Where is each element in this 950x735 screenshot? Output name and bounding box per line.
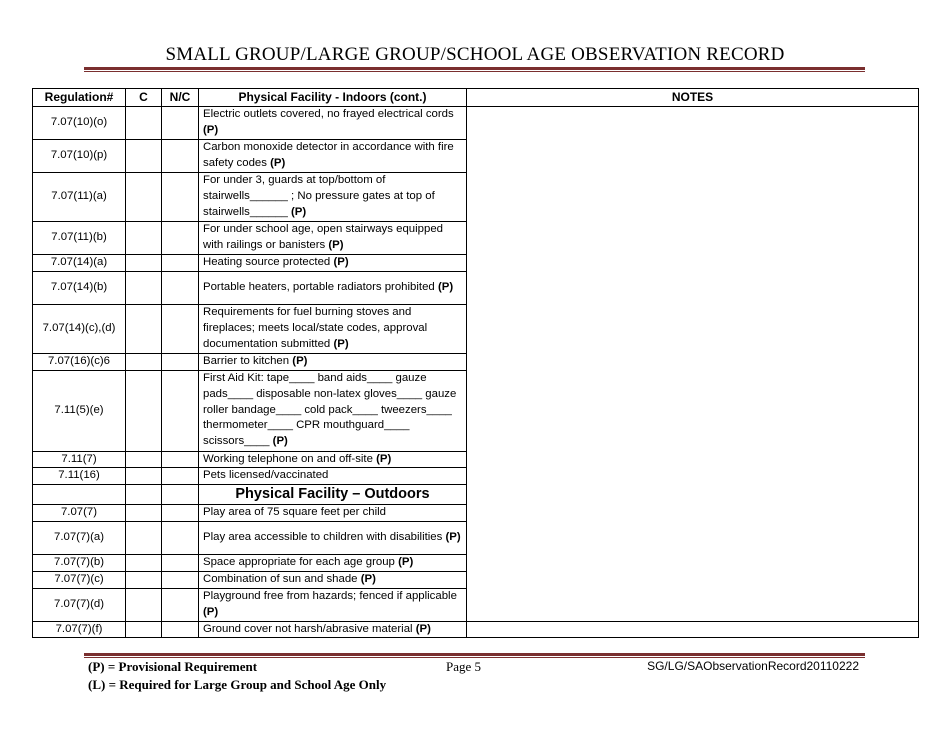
- regulation-cell: 7.07(11)(a): [33, 173, 126, 222]
- c-cell-empty: [126, 485, 162, 505]
- requirement-text: Play area accessible to children with disabilities: [203, 531, 443, 544]
- c-checkbox-cell[interactable]: [126, 255, 162, 272]
- c-checkbox-cell[interactable]: [126, 107, 162, 140]
- nc-checkbox-cell[interactable]: [162, 255, 199, 272]
- regulation-cell: 7.07(14)(b): [33, 271, 126, 304]
- provisional-tag: (P): [445, 531, 461, 544]
- c-checkbox-cell[interactable]: [126, 521, 162, 554]
- col-facility-header: Physical Facility - Indoors (cont.): [199, 89, 467, 107]
- footer-rule: [84, 653, 865, 656]
- provisional-tag: (P): [291, 205, 307, 218]
- requirement-cell: [199, 271, 467, 304]
- nc-checkbox-cell[interactable]: [162, 451, 199, 468]
- regulation-cell: 7.07(7)(f): [33, 621, 126, 638]
- nc-checkbox-cell[interactable]: [162, 468, 199, 485]
- requirement-cell: [199, 588, 467, 621]
- large-group-legend: (L) = Required for Large Group and School Age Only: [88, 677, 387, 692]
- requirement-text: Portable heaters, portable radiators prohibited: [203, 280, 435, 293]
- table-row: [33, 621, 919, 638]
- c-checkbox-cell[interactable]: [126, 140, 162, 173]
- requirement-cell: [199, 571, 467, 588]
- regulation-cell: 7.11(16): [33, 468, 126, 485]
- requirement-cell: [199, 468, 467, 485]
- nc-checkbox-cell[interactable]: [162, 554, 199, 571]
- requirement-cell: [199, 173, 467, 222]
- regulation-cell: 7.07(7)(d): [33, 588, 126, 621]
- table-row: [33, 107, 919, 140]
- requirement-cell: [199, 370, 467, 451]
- requirement-text: Requirements for fuel burning stoves and fireplaces; meets local/state codes, approval documentation submitted: [203, 306, 428, 350]
- requirement-cell: [199, 621, 467, 638]
- regulation-cell: 7.07(7)(c): [33, 571, 126, 588]
- c-checkbox-cell[interactable]: [126, 621, 162, 638]
- regulation-cell: 7.07(7)(b): [33, 554, 126, 571]
- nc-checkbox-cell[interactable]: [162, 571, 199, 588]
- requirement-text: Combination of sun and shade: [203, 572, 358, 585]
- requirement-cell: [199, 451, 467, 468]
- provisional-tag: (P): [328, 239, 344, 251]
- nc-cell-empty: [162, 485, 199, 505]
- nc-checkbox-cell[interactable]: [162, 588, 199, 621]
- nc-checkbox-cell[interactable]: [162, 173, 199, 222]
- requirement-text: First Aid Kit: tape____ band aids____ gauze pads____ disposable non-latex gloves____ gauze roller bandage____ cold pack____ tweezers____ thermometer____ CPR mouthguard____ scissors____: [203, 372, 457, 448]
- requirement-text: For under school age, open stairways equipped with railings or banisters: [203, 223, 443, 251]
- provisional-tag: (P): [376, 452, 392, 465]
- requirement-cell: [199, 222, 467, 255]
- requirement-cell: [199, 521, 467, 554]
- requirement-text: Pets licensed/vaccinated: [203, 469, 329, 482]
- header-rule-thin: [84, 71, 865, 72]
- requirement-cell: [199, 255, 467, 272]
- footer-rule-thin: [84, 657, 865, 658]
- page-title: SMALL GROUP/LARGE GROUP/SCHOOL AGE OBSERVATION RECORD: [165, 44, 785, 65]
- provisional-tag: (P): [270, 157, 286, 169]
- provisional-tag: (P): [360, 572, 376, 585]
- c-checkbox-cell[interactable]: [126, 468, 162, 485]
- requirement-text: Playground free from hazards; fenced if applicable: [203, 589, 457, 602]
- requirement-text: Working telephone on and off-site: [203, 452, 373, 465]
- requirement-cell: [199, 554, 467, 571]
- regulation-cell: 7.07(14)(a): [33, 255, 126, 272]
- provisional-tag: (P): [437, 280, 454, 293]
- provisional-tag: (P): [398, 555, 414, 568]
- page-number: Page 5: [446, 659, 482, 674]
- nc-checkbox-cell[interactable]: [162, 304, 199, 353]
- nc-checkbox-cell[interactable]: [162, 271, 199, 304]
- regulation-cell: 7.07(7)(a): [33, 521, 126, 554]
- c-checkbox-cell[interactable]: [126, 588, 162, 621]
- regulation-cell: 7.07(10)(o): [33, 107, 126, 140]
- c-checkbox-cell[interactable]: [126, 353, 162, 370]
- requirement-cell: [199, 304, 467, 353]
- regulation-cell: 7.11(5)(e): [33, 370, 126, 451]
- requirement-text: For under 3, guards at top/bottom of stairwells______ ; No pressure gates at top of stairwells______: [203, 174, 435, 218]
- requirement-text: Play area of 75 square feet per child: [203, 506, 386, 519]
- regulation-cell: 7.07(14)(c),(d): [33, 304, 126, 353]
- requirement-text: Barrier to kitchen: [203, 354, 290, 367]
- provisional-tag: (P): [415, 622, 431, 635]
- requirement-cell: [199, 505, 467, 522]
- requirement-text: Space appropriate for each age group: [203, 555, 395, 568]
- regulation-cell: 7.07(16)(c)6: [33, 353, 126, 370]
- regulation-cell: 7.11(7): [33, 451, 126, 468]
- nc-checkbox-cell[interactable]: [162, 353, 199, 370]
- c-checkbox-cell[interactable]: [126, 571, 162, 588]
- regulation-cell-empty: [33, 485, 126, 505]
- notes-cell-end: [467, 621, 919, 638]
- col-notes-header: NOTES: [467, 89, 919, 107]
- provisional-tag: (P): [333, 337, 349, 350]
- nc-checkbox-cell[interactable]: [162, 505, 199, 522]
- c-checkbox-cell[interactable]: [126, 451, 162, 468]
- c-checkbox-cell[interactable]: [126, 505, 162, 522]
- nc-checkbox-cell[interactable]: [162, 621, 199, 638]
- provisional-tag: (P): [203, 124, 219, 136]
- requirement-text: Ground cover not harsh/abrasive material: [203, 622, 413, 635]
- requirement-text: Heating source protected: [203, 256, 331, 268]
- requirement-text: Carbon monoxide detector in accordance with fire safety codes: [203, 141, 454, 169]
- provisional-legend: (P) = Provisional Requirement: [88, 659, 258, 674]
- provisional-tag: (P): [203, 605, 219, 618]
- regulation-cell: 7.07(7): [33, 505, 126, 522]
- regulation-cell: 7.07(11)(b): [33, 222, 126, 255]
- provisional-tag: (P): [333, 256, 349, 268]
- c-checkbox-cell[interactable]: [126, 304, 162, 353]
- notes-cell[interactable]: [467, 107, 919, 622]
- nc-checkbox-cell[interactable]: [162, 370, 199, 451]
- col-c-header: C: [126, 89, 162, 107]
- document-code: SG/LG/SAObservationRecord20110222: [647, 659, 859, 673]
- observation-table: [32, 88, 919, 638]
- c-checkbox-cell[interactable]: [126, 271, 162, 304]
- col-nc-header: N/C: [162, 89, 199, 107]
- c-checkbox-cell[interactable]: [126, 222, 162, 255]
- requirement-cell: [199, 107, 467, 140]
- c-checkbox-cell[interactable]: [126, 173, 162, 222]
- requirement-cell: [199, 140, 467, 173]
- nc-checkbox-cell[interactable]: [162, 222, 199, 255]
- table-header-row: [33, 89, 919, 107]
- nc-checkbox-cell[interactable]: [162, 521, 199, 554]
- c-checkbox-cell[interactable]: [126, 554, 162, 571]
- requirement-text: Electric outlets covered, no frayed electrical cords: [203, 108, 454, 121]
- requirement-cell: [199, 353, 467, 370]
- c-checkbox-cell[interactable]: [126, 370, 162, 451]
- col-regulation-header: Regulation#: [33, 89, 126, 107]
- header-rule: [84, 67, 865, 70]
- provisional-tag: (P): [292, 354, 308, 367]
- nc-checkbox-cell[interactable]: [162, 107, 199, 140]
- nc-checkbox-cell[interactable]: [162, 140, 199, 173]
- section-heading-outdoors: Physical Facility – Outdoors: [199, 485, 467, 505]
- provisional-tag: (P): [272, 435, 288, 448]
- regulation-cell: 7.07(10)(p): [33, 140, 126, 173]
